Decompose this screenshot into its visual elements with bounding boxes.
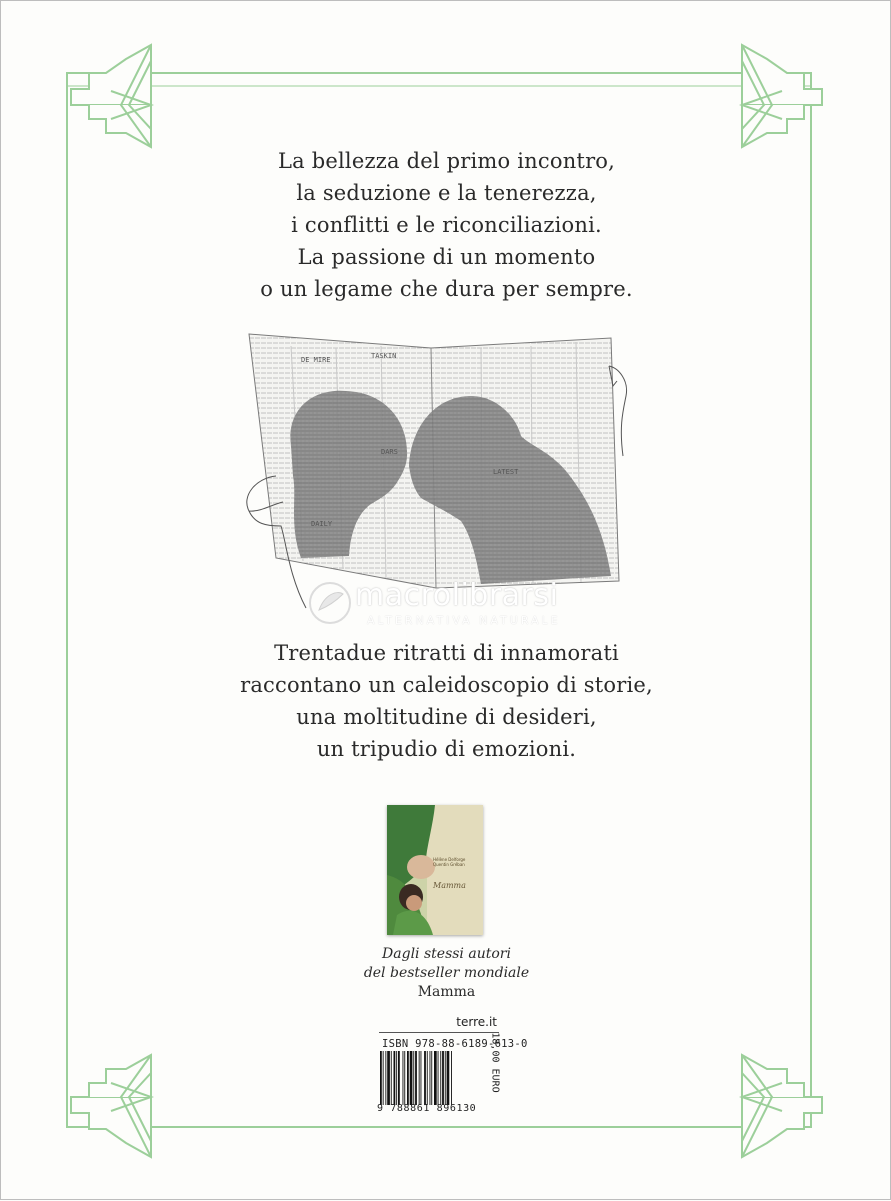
barcode-bar (410, 1051, 413, 1105)
barcode-bar (407, 1051, 409, 1105)
book-cover-title: Mamma (433, 881, 466, 890)
barcode-bar (440, 1051, 441, 1105)
blurb-line: i conflitti e le riconciliazioni. (291, 213, 602, 237)
barcode-bar (445, 1051, 446, 1105)
barcode-bar (404, 1051, 405, 1105)
barcode-number: 9 788861 896130 (377, 1103, 477, 1114)
blurb-line: un tripudio di emozioni. (316, 737, 577, 761)
watermark-logo-icon (307, 580, 353, 626)
publisher-url: terre.it (456, 1015, 497, 1029)
watermark-subtitle: ALTERNATIVA NATURALE (367, 614, 561, 627)
blurb-line: una moltitudine di desideri, (296, 705, 597, 729)
art-deco-corner-ornament-icon (71, 45, 151, 147)
featured-book-cover (387, 805, 483, 935)
masthead-text: DE MIRE (301, 356, 331, 364)
barcode-bar (385, 1051, 386, 1105)
barcode-bar (387, 1051, 390, 1105)
watermark-title: macrolibrarsi (355, 578, 559, 613)
blurb-line: la seduzione e la tenerezza, (296, 181, 597, 205)
blurb-line: La passione di un momento (297, 245, 596, 269)
barcode-icon (380, 1051, 480, 1105)
barcode-bar (415, 1051, 417, 1105)
blurb-line: o un legame che dura per sempre. (260, 277, 633, 301)
book-cover-art (387, 805, 483, 935)
barcode-bar (424, 1051, 426, 1105)
barcode-bar (451, 1051, 452, 1105)
caption-line: del bestseller mondiale (363, 965, 530, 981)
barcode-bar (383, 1051, 384, 1105)
barcode-bar (403, 1051, 404, 1105)
price-text: 18,00 EURO (489, 1032, 501, 1093)
blurb-line: Trentadue ritratti di innamorati (274, 641, 619, 665)
barcode-bar (427, 1051, 428, 1105)
blurb-line: raccontano un caleidoscopio di storie, (240, 673, 653, 697)
blurb-line: La bellezza del primo incontro, (277, 149, 616, 173)
barcode-bar (430, 1051, 431, 1105)
price-label (483, 1032, 501, 1093)
art-deco-corner-ornament-icon (71, 1055, 151, 1157)
caption-line: Dagli stessi autori (382, 946, 511, 962)
barcode-bar (431, 1051, 432, 1105)
masthead-text: LATEST (493, 468, 519, 476)
barcode-bar (434, 1051, 437, 1105)
barcode-bar (421, 1051, 422, 1105)
barcode-bar (380, 1051, 382, 1105)
barcode-bar (413, 1051, 414, 1105)
caption-title: Mamma (417, 984, 476, 1000)
book-cover-authors: Hélène Delforge Quentin Gréban (433, 857, 466, 867)
barcode-bar (396, 1051, 397, 1105)
blurb-bottom (1, 637, 891, 765)
divider (379, 1032, 499, 1033)
barcode-bar (394, 1051, 396, 1105)
watermark (301, 576, 631, 636)
masthead-text: TASKIN (371, 352, 397, 360)
barcode-bar (447, 1051, 450, 1105)
barcode-bar (419, 1051, 420, 1105)
barcode-bar (438, 1051, 439, 1105)
book-caption (1, 945, 891, 1002)
barcode-bar (391, 1051, 392, 1105)
barcode-bar (398, 1051, 400, 1105)
blurb-top (1, 145, 891, 305)
masthead-text: DARS (381, 448, 398, 456)
masthead-text: DAILY (311, 520, 333, 528)
isbn-label: ISBN 978-88-6189-613-0 (382, 1038, 528, 1050)
barcode-bar (442, 1051, 444, 1105)
